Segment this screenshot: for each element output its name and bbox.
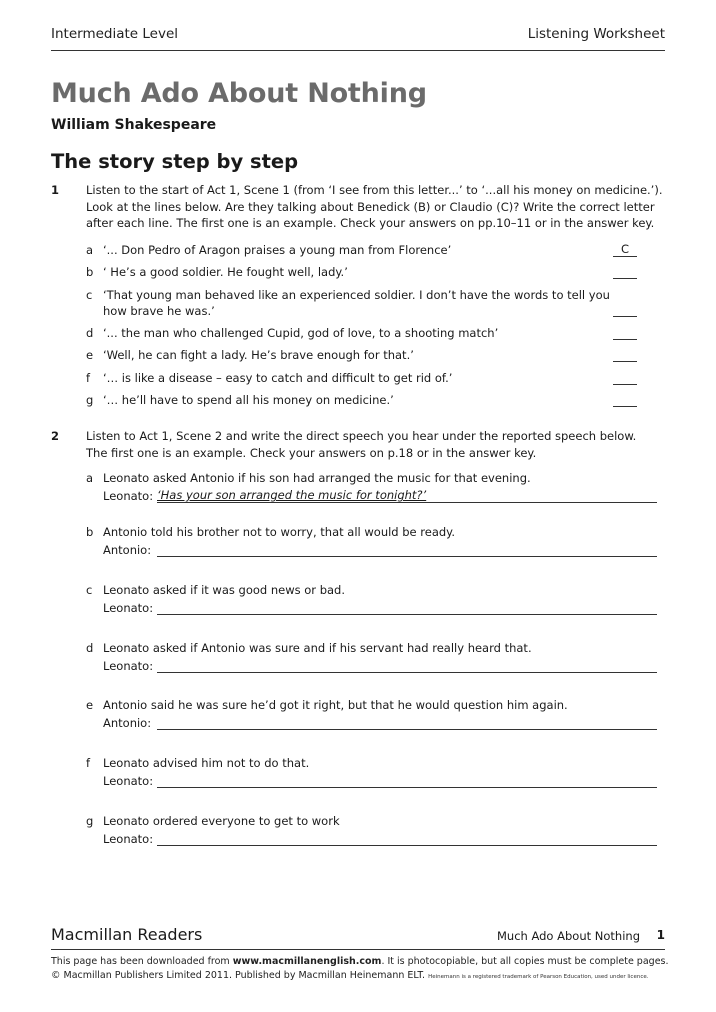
answer-line[interactable] [157,502,657,503]
author: William Shakespeare [51,117,217,133]
speaker-label: Leonato: [103,601,154,615]
question-1-number: 1 [51,183,60,197]
reported-speech: Leonato asked Antonio if his son had arranged the music for that evening. [103,471,531,485]
quote-text: ‘... the man who challenged Cupid, god of love, to a shooting match’ [103,326,499,340]
speaker-label: Leonato: [103,489,154,503]
trademark-notice: Heinemann is a registered trademark of Pearson Education, used under licence. [428,974,649,980]
notice-text: This page has been downloaded from [51,956,233,967]
quote-text: ‘ He’s a good soldier. He fought well, lady.’ [103,265,348,279]
item-letter: d [86,641,94,655]
answer-line[interactable] [157,672,657,673]
answer-line[interactable] [157,845,657,846]
instruction-line: Look at the lines below. Are they talking about Benedick (B) or Claudio (C)? Write the correct letter [86,199,655,214]
reported-speech: Antonio said he was sure he’d got it right, but that he would question him again. [103,698,568,712]
speaker-label: Leonato: [103,774,154,788]
answer-line[interactable] [157,556,657,557]
page-number: 1 [656,928,665,942]
item-letter: b [86,525,94,539]
item-letter: b [86,265,94,279]
answer-blank[interactable] [613,302,637,317]
instruction-line: Listen to the start of Act 1, Scene 1 (from ‘I see from this letter...’ to ‘...all his money on medicine.’). [86,183,663,197]
answer-blank[interactable] [613,325,637,340]
reported-speech: Leonato advised him not to do that. [103,756,310,770]
section-title: The story step by step [51,150,299,173]
quote-text: ‘… he’ll have to spend all his money on medicine.’ [103,393,394,407]
notice-text: . It is photocopiable, but all copies must be complete pages. [381,956,669,967]
answer-blank[interactable] [613,392,637,407]
footer-book-title: Much Ado About Nothing [496,929,640,943]
item-letter: c [86,288,93,302]
speaker-label: Antonio: [103,543,152,557]
quote-line: how brave he was.’ [103,304,215,318]
footer-divider [51,949,665,950]
publisher-brand: Macmillan Readers [51,925,203,944]
copyright-text: © Macmillan Publishers Limited 2011. Published by Macmillan Heinemann ELT. [51,970,426,981]
speaker-label: Leonato: [103,659,154,673]
answer-line[interactable] [157,787,657,788]
answer-blank[interactable] [613,370,637,385]
question-1-instructions [86,182,663,232]
item-letter: a [86,243,94,257]
copyright-notice [51,970,648,981]
answer-blank[interactable]: C [613,242,637,257]
item-letter: e [86,698,94,712]
instruction-line: Listen to Act 1, Scene 2 and write the direct speech you hear under the reported speech below. [86,429,637,443]
quote-text: ‘Well, he can fight a lady. He’s brave enough for that.’ [103,348,414,362]
instruction-line: after each line. The first one is an example. Check your answers on pp.10–11 or in the answer key. [86,216,655,230]
example-answer: ‘Has your son arranged the music for tonight?’ [157,488,427,502]
item-letter: g [86,393,94,407]
reported-speech: Leonato ordered everyone to get to work [103,814,340,828]
reported-speech: Antonio told his brother not to worry, that all would be ready. [103,525,456,539]
answer-blank[interactable] [613,347,637,362]
item-letter: f [86,371,91,385]
item-letter: d [86,326,94,340]
reported-speech: Leonato asked if Antonio was sure and if his servant had really heard that. [103,641,532,655]
answer-line[interactable] [157,614,657,615]
page-title: Much Ado About Nothing [51,78,427,109]
instruction-line: The first one is an example. Check your answers on p.18 or in the answer key. [86,445,537,460]
quote-text: ‘... Don Pedro of Aragon praises a young man from Florence’ [103,243,452,257]
header-divider [51,50,665,51]
quote-text [103,287,613,319]
answer-line[interactable] [157,729,657,730]
download-notice [51,956,669,967]
item-letter: f [86,756,91,770]
quote-line: ‘That young man behaved like an experienced soldier. I don’t have the words to tell you [103,288,610,302]
reported-speech: Leonato asked if it was good news or bad. [103,583,345,597]
item-letter: a [86,471,94,485]
level-label: Intermediate Level [51,26,179,42]
speaker-label: Leonato: [103,832,154,846]
speaker-label: Antonio: [103,716,152,730]
item-letter: e [86,348,94,362]
item-letter: c [86,583,93,597]
question-2-instructions [86,428,646,461]
question-2-number: 2 [51,429,60,443]
item-letter: g [86,814,94,828]
quote-text: ‘… is like a disease – easy to catch and difficult to get rid of.’ [103,371,453,385]
answer-blank[interactable] [613,264,637,279]
worksheet-type-label: Listening Worksheet [527,26,665,42]
website-link[interactable]: www.macmillanenglish.com [232,956,382,967]
